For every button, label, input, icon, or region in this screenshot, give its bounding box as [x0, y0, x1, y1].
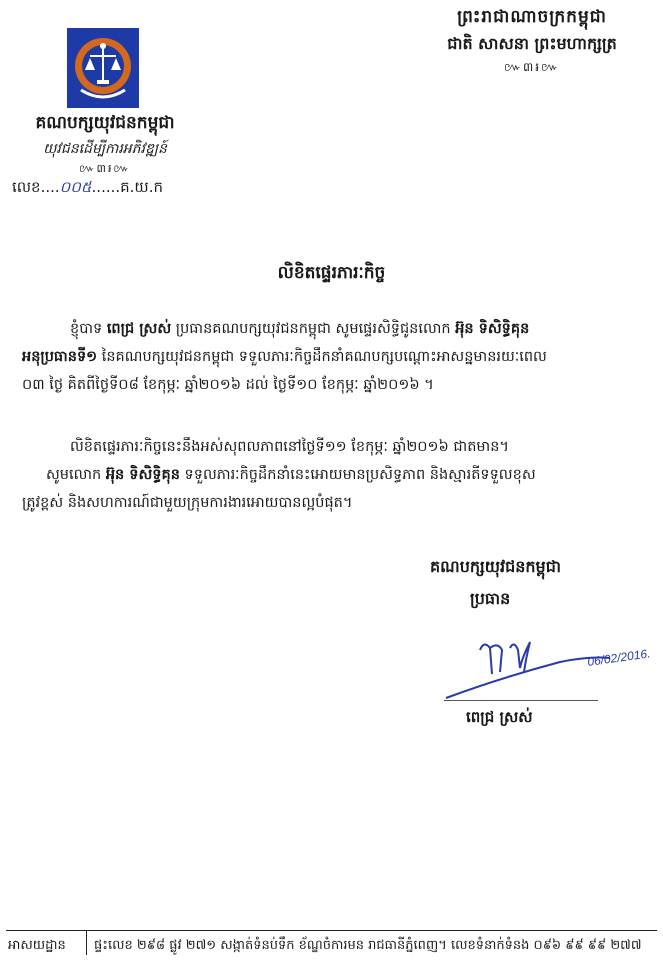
reference-value: ០០៥	[59, 178, 92, 196]
paragraph-1-line-1	[70, 320, 529, 341]
p3-text-a: សូមលោក	[46, 467, 106, 483]
delegate-name: អ៊ុន ទិសិទ្ធិគុន	[455, 321, 530, 337]
national-motto: ជាតិ សាសនា ព្រះមហាក្សត្រ	[447, 34, 617, 53]
party-logo	[67, 28, 139, 108]
paragraph-2: លិខិតផ្ទេរភារៈកិច្ចនេះនឹងអស់សុពលភាពនៅថ្ងៃទី១១ ខែកុម្ភៈ ឆ្នាំ២០១៦ ជាតមាន។	[70, 439, 509, 455]
delegate-title: អនុប្រធានទី១	[22, 349, 98, 365]
paragraph-1-line-3: ០៣ ថ្ងៃ គិតពីថ្ងៃទី០៨ ខែកុម្ភៈ ឆ្នាំ២០១៦ ដល់ ថ្ងៃទី១០ ខែកុម្ភៈ ឆ្នាំ២០១៦ ។	[22, 377, 434, 393]
reference-number: លេខ....០០៥......គ.យ.ក	[12, 178, 164, 196]
footer	[6, 930, 657, 955]
signature-position: ប្រធាន	[470, 589, 511, 608]
paragraph-1-line-2	[22, 348, 547, 369]
header-ornament: ៚៣៛៚	[503, 60, 561, 74]
p1-text-a: ខ្ញុំបាទ	[70, 321, 107, 337]
footer-label: អាសយដ្ឋាន	[8, 938, 66, 953]
reference-prefix: លេខ	[12, 178, 41, 196]
signature-line	[444, 700, 598, 701]
paragraph-3-line-1	[46, 466, 536, 487]
signature-block	[430, 556, 620, 612]
paragraph-3-line-2: ត្រូវខ្ពស់ និងសហការណ៍ជាមួយក្រុមការងារអោយបានល្អបំផុត។	[22, 495, 353, 511]
delegate-name-2: អ៊ុន ទិសិទ្ធិគុន	[105, 467, 180, 483]
reference-suffix: គ.យ.ក	[120, 178, 164, 196]
scales-of-justice-icon	[67, 28, 139, 108]
party-slogan: យុវជនដើម្បីការអភិវឌ្ឍន៍	[43, 141, 167, 157]
kingdom-header	[412, 6, 652, 77]
party-block	[10, 112, 200, 178]
footer-divider	[86, 931, 87, 955]
kingdom-title: ព្រះរាជាណាចក្រកម្ពុជា	[457, 7, 607, 27]
signature-org: គណបក្សយុវជនកម្ពុជា	[430, 557, 561, 576]
party-name: គណបក្សយុវជនកម្ពុជា	[35, 113, 175, 133]
party-ornament: ៚៣៛៚	[78, 162, 132, 175]
signer-name: ពេជ្រ ស្រស់	[466, 708, 533, 726]
p3-text-b: ទទួលភារៈកិច្ចដឹកនាំនេះអោយមានប្រសិទ្ធភាព និងស្មារតីទទួលខុស	[179, 467, 536, 483]
footer-address: ផ្ទះលេខ ២៩៨ ផ្លូវ ២៧១ សង្កាត់ទំនប់ទឹក ខ័ណ្ឌចំការមន រាជធានីភ្នំពេញ។ លេខទំនាក់ទំនង ០៩៦ ៩៩ ៩៩ ២៧៧	[94, 938, 642, 953]
document-title: លិខិតផ្ទេរភារៈកិច្ច	[277, 263, 386, 283]
signature-date: 06/02/2016.	[586, 646, 652, 669]
handwritten-signature	[440, 628, 660, 708]
p1-text-b: ប្រធានគណបក្សយុវជនកម្ពុជា សូមផ្ទេរសិទ្ធិជូនលោក	[171, 321, 456, 337]
p1-line-2-text: នៃគណបក្សយុវជនកម្ពុជា ទទួលភារៈកិច្ចដឹកនាំគណបក្សបណ្តោះអាសន្នមានរយៈពេល	[97, 349, 547, 365]
president-name: ពេជ្រ ស្រស់	[106, 321, 172, 337]
